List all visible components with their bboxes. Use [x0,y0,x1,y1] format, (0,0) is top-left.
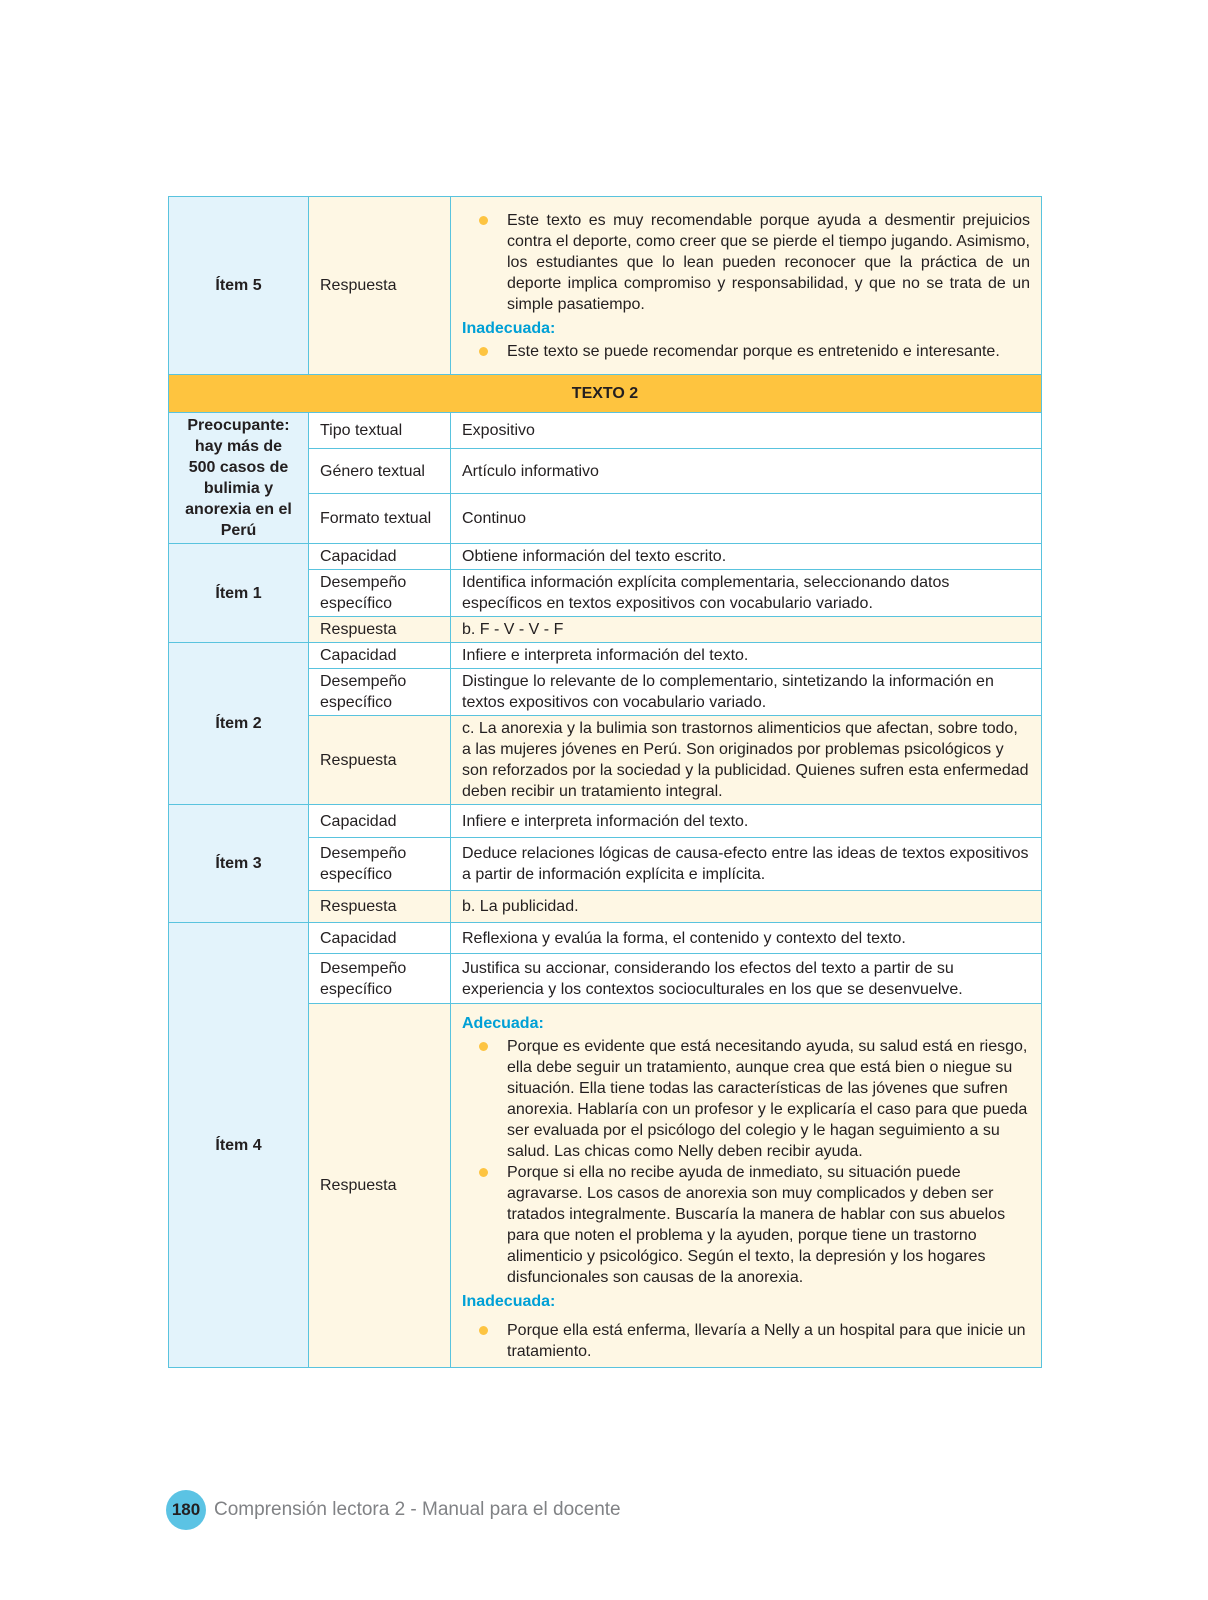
item4-answer [451,1004,1042,1368]
item4-respuesta-field: Respuesta [309,1004,451,1368]
item5-answer [451,197,1042,375]
item5-field: Respuesta [309,197,451,375]
item4-capacidad-field: Capacidad [309,923,451,954]
item4-inadequate-label: Inadecuada: [462,1292,556,1310]
item3-desempeno-field: Desempeño específico [309,838,451,891]
item4-label: Ítem 4 [169,923,309,1368]
item1-capacidad-value: Obtiene información del texto escrito. [451,544,1042,570]
item2-desempeno-field: Desempeño específico [309,669,451,716]
page-footer [166,1490,621,1530]
item4-desempeno-value: Justifica su accionar, considerando los efectos del texto a partir de su experiencia y los contextos socioculturales en los que se desenvuelve. [451,954,1042,1004]
item4-capacidad-row [169,923,1042,954]
texto2-tipo-value: Expositivo [451,413,1042,449]
item3-respuesta-field: Respuesta [309,891,451,923]
texto2-header: TEXTO 2 [169,375,1042,413]
item1-capacidad-field: Capacidad [309,544,451,570]
item5-inadequate-list [462,341,1030,362]
item4-adequate-bullet-2: Porque si ella no recibe ayuda de inmediato, su situación puede agravarse. Los casos de anorexia son muy complicados y deben ser tratados integralmente. Buscaría la manera de hablar con sus abuelos para que noten el problema y la ayuden, porque tiene un trastorno alimenticio y psicológico. Según el texto, la depresión y los hogares disfuncionales son causas de la anorexia. [507,1162,1030,1288]
item5-inadequate-label: Inadecuada: [462,319,556,337]
item5-respuesta-row [169,197,1042,375]
item2-respuesta-value: c. La anorexia y la bulimia son trastornos alimenticios que afectan, sobre todo, a las mujeres jóvenes en Perú. Son originados por problemas psicológicos y son reforzados por la sociedad y la publicidad. Quienes sufren esta enfermedad deben recibir un tratamiento integral. [451,716,1042,805]
item4-adequate-label: Adecuada: [462,1014,544,1032]
item1-capacidad-row [169,544,1042,570]
item3-capacidad-value: Infiere e interpreta información del texto. [451,805,1042,838]
item1-desempeno-field: Desempeño específico [309,570,451,617]
item5-adequate-list [462,210,1030,315]
texto2-formato-field: Formato textual [309,494,451,544]
texto2-tipo-field: Tipo textual [309,413,451,449]
item4-adequate-bullet-1: Porque es evidente que está necesitando ayuda, su salud está en riesgo, ella debe seguir un tratamiento, aunque crea que está bien o niegue su situación. Ella tiene todas las características de las jóvenes que sufren anorexia. Hablaría con un profesor y le explicaría el caso para que pueda ser evaluada por el psicólogo del colegio y le hagan seguimiento a su salud. Las chicas como Nelly deben recibir ayuda. [507,1036,1030,1162]
item3-label: Ítem 3 [169,805,309,923]
item4-adequate-list [462,1036,1030,1288]
item4-inadequate-list [462,1320,1030,1362]
footer-title: Comprensión lectora 2 - Manual para el docente [214,1499,621,1520]
item3-desempeno-value: Deduce relaciones lógicas de causa-efecto entre las ideas de textos expositivos a partir de información explícita e implícita. [451,838,1042,891]
item4-inadequate-bullet: Porque ella está enferma, llevaría a Nelly a un hospital para que inicie un tratamiento. [507,1320,1030,1362]
texto2-genero-field: Género textual [309,449,451,494]
item1-respuesta-field: Respuesta [309,617,451,643]
texto2-header-row [169,375,1042,413]
texto2-title: Preocupante: hay más de 500 casos de bulimia y anorexia en el Perú [169,413,309,544]
item5-adequate-bullet: Este texto es muy recomendable porque ayuda a desmentir prejuicios contra el deporte, como creer que se pierde el tiempo jugando. Asimismo, los estudiantes que lo lean pueden reconocer que la práctica de un deporte implica compromiso y responsabilidad, y que no se trata de un simple pasatiempo. [507,211,1030,313]
texto2-genero-value: Artículo informativo [451,449,1042,494]
item3-respuesta-value: b. La publicidad. [451,891,1042,923]
answer-key-table [168,196,1042,1368]
texto2-formato-value: Continuo [451,494,1042,544]
item5-label: Ítem 5 [169,197,309,375]
item1-label: Ítem 1 [169,544,309,643]
item3-capacidad-row [169,805,1042,838]
item5-inadequate-bullet: Este texto se puede recomendar porque es entretenido e interesante. [507,341,1030,362]
item1-respuesta-value: b. F - V - V - F [451,617,1042,643]
item2-desempeno-value: Distingue lo relevante de lo complementario, sintetizando la información en textos expositivos con vocabulario variado. [451,669,1042,716]
page-number-badge: 180 [166,1490,206,1530]
item2-label: Ítem 2 [169,643,309,805]
item2-capacidad-value: Infiere e interpreta información del texto. [451,643,1042,669]
item1-desempeno-value: Identifica información explícita complementaria, seleccionando datos específicos en textos expositivos con vocabulario variado. [451,570,1042,617]
item3-capacidad-field: Capacidad [309,805,451,838]
item4-desempeno-field: Desempeño específico [309,954,451,1004]
item2-respuesta-field: Respuesta [309,716,451,805]
texto2-row-tipo [169,413,1042,449]
item2-capacidad-row [169,643,1042,669]
item2-capacidad-field: Capacidad [309,643,451,669]
item4-capacidad-value: Reflexiona y evalúa la forma, el contenido y contexto del texto. [451,923,1042,954]
